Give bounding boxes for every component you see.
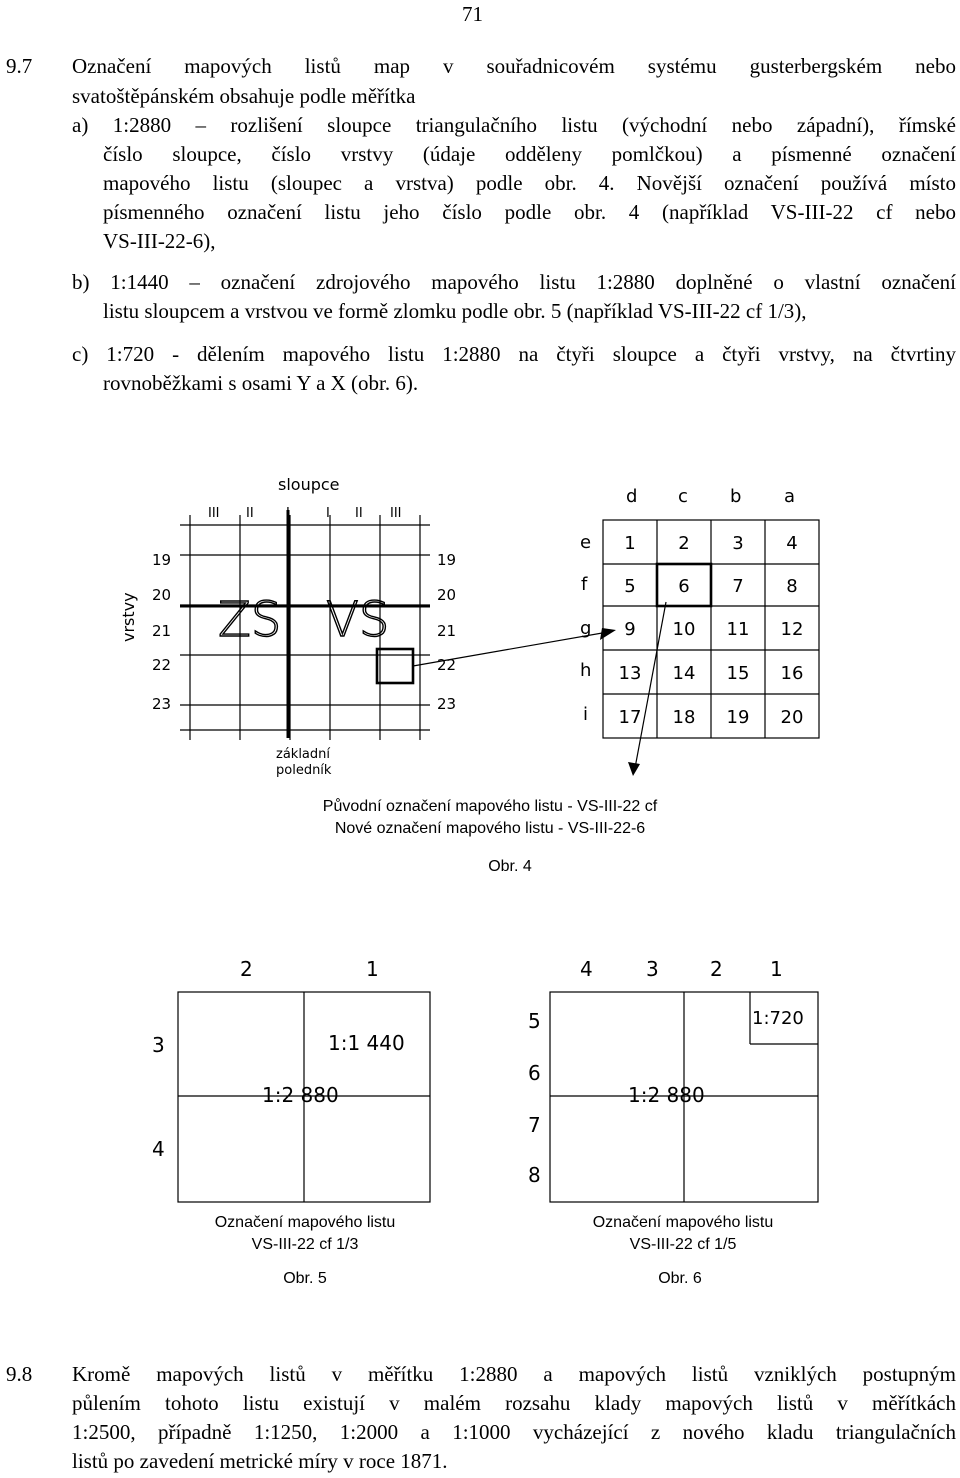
figure-5-caption [170, 1212, 440, 1256]
col-letter: b [730, 486, 742, 507]
sloupce-label: sloupce [278, 475, 340, 494]
row-letter: i [583, 704, 589, 725]
vrstvy-label: vrstvy [119, 592, 138, 642]
row-number: 8 [528, 1163, 541, 1187]
row-label-right: 21 [437, 622, 457, 640]
section-9-7-number: 9.7 [6, 54, 33, 78]
figure-6-label: Obr. 6 [658, 1270, 702, 1287]
grid-cell-number: 20 [780, 707, 804, 728]
col-letter: d [626, 486, 638, 507]
row-label-right: 19 [437, 551, 457, 569]
grid-cell-number: 11 [726, 619, 750, 640]
row-label-right: 23 [437, 695, 457, 713]
row-number: 7 [528, 1113, 541, 1137]
row-letter: e [580, 532, 592, 553]
section-9-8-number: 9.8 [6, 1362, 33, 1386]
row-letter: h [580, 660, 592, 681]
grid-cell-number: 1 [624, 533, 636, 554]
paragraph-line: listů po zavedení metrické míry v roce 1871. [72, 1449, 448, 1473]
grid-cell-number: 15 [726, 663, 750, 684]
grid-cell-number: 2 [678, 533, 690, 554]
figure-4-label: Obr. 4 [488, 858, 532, 875]
roman-numeral: I [326, 506, 330, 521]
grid-cell-number: 19 [726, 707, 750, 728]
row-label-left: 20 [152, 586, 172, 604]
row-label-left: 23 [152, 695, 172, 713]
paragraph-line: číslo sloupce, číslo vrstvy (údaje odděleny pomlčkou) a písmenné označení [103, 142, 956, 166]
grid-cell-number: 13 [618, 663, 642, 684]
paragraph-line: a) 1:2880 – rozlišení sloupce triangulačního listu (východní nebo západní), římské [72, 113, 956, 137]
caption-line: Označení mapového listu [214, 1214, 396, 1231]
paragraph-line: půlením tohoto listu existují v malém rozsahu klady mapových listů v měřítkách [72, 1391, 956, 1415]
grid-cell-number: 14 [672, 663, 696, 684]
grid-cell-number: 18 [672, 707, 696, 728]
page-number: 71 [462, 2, 483, 26]
grid-cell-number: 12 [780, 619, 804, 640]
row-number: 5 [528, 1009, 541, 1033]
col-letter: a [784, 486, 796, 507]
grid-cell-number: 17 [618, 707, 642, 728]
scale-small-label: 1:720 [752, 1008, 804, 1029]
item-c-line: rovnoběžkami s osami Y a X (obr. 6). [103, 371, 419, 395]
grid-cell-number: 16 [780, 663, 804, 684]
scale-small-label: 1:1 440 [328, 1031, 405, 1055]
grid-cell-number: 3 [732, 533, 744, 554]
col-letter: c [678, 486, 688, 507]
item-b-line: b) 1:1440 – označení zdrojového mapového listu 1:2880 doplněné o vlastní označení [72, 270, 956, 294]
row-label-left: 22 [152, 656, 172, 674]
vs-label: VS [326, 592, 390, 648]
caption-line: Nové označení mapového listu - VS-III-22-6 [334, 820, 646, 837]
caption-line: VS-III-22 cf 1/3 [251, 1236, 359, 1253]
grid-cell-number: 10 [672, 619, 696, 640]
grid-cell-number: 5 [624, 576, 636, 597]
figure-5-label: Obr. 5 [283, 1270, 327, 1287]
caption-line: Označení mapového listu [592, 1214, 774, 1231]
figure-6-caption [548, 1212, 818, 1256]
roman-numeral: I [286, 506, 290, 521]
item-c-line: c) 1:720 - dělením mapového listu 1:2880 na čtyři sloupce a čtyři vrstvy, na čtvrtiny [72, 342, 956, 366]
col-number: 2 [240, 957, 253, 981]
col-number: 4 [580, 957, 593, 981]
scale-big-label: 1:2 880 [262, 1083, 339, 1107]
paragraph-line: Označení mapových listů map v souřadnicovém systému gusterbergském nebo [72, 54, 956, 78]
figure-4-diagram [100, 470, 840, 780]
caption-line: VS-III-22 cf 1/5 [629, 1236, 737, 1253]
paragraph-line: VS-III-22-6), [103, 229, 216, 253]
row-number: 4 [152, 1137, 165, 1161]
figure-4-caption [240, 796, 740, 840]
row-label-left: 21 [152, 622, 172, 640]
paragraph-line: svatoštěpánském obsahuje podle měřítka [72, 84, 416, 108]
meridian-label: základní [276, 747, 330, 762]
row-number: 6 [528, 1061, 541, 1085]
roman-numeral: III [390, 506, 402, 521]
caption-line: Původní označení mapového listu - VS-III-22 cf [322, 798, 658, 815]
paragraph-line: 1:2500, případně 1:1250, 1:2000 a 1:1000 vycházející z nového kladu triangulačních [72, 1420, 956, 1444]
figure-5-diagram [140, 950, 460, 1220]
roman-numeral: III [208, 506, 220, 521]
col-number: 1 [770, 957, 783, 981]
row-label-right: 22 [437, 656, 457, 674]
scale-big-label: 1:2 880 [628, 1083, 705, 1107]
row-label-left: 19 [152, 551, 172, 569]
figure-6-diagram [520, 950, 820, 1220]
paragraph-line: Kromě mapových listů v měřítku 1:2880 a mapových listů vzniklých postupným [72, 1362, 956, 1386]
col-number: 2 [710, 957, 723, 981]
col-number: 1 [366, 957, 379, 981]
grid-cell-number: 8 [786, 576, 798, 597]
zs-label: ZS [218, 592, 282, 648]
row-letter: f [581, 574, 588, 595]
paragraph-line: mapového listu (sloupec a vrstva) podle obr. 4. Novější označení používá místo [103, 171, 956, 195]
roman-numeral: II [355, 506, 363, 521]
col-number: 3 [646, 957, 659, 981]
item-b-line: listu sloupcem a vrstvou ve formě zlomku podle obr. 5 (například VS-III-22 cf 1/3), [103, 299, 807, 323]
grid-cell-number: 4 [786, 533, 798, 554]
grid-cell-number: 6 [678, 576, 690, 597]
grid-cell-number: 7 [732, 576, 744, 597]
row-number: 3 [152, 1033, 165, 1057]
roman-numeral: II [246, 506, 254, 521]
paragraph-line: písmenného označení listu jeho číslo podle obr. 4 (například VS-III-22 cf nebo [103, 200, 956, 224]
row-letter: g [580, 618, 592, 639]
row-label-right: 20 [437, 586, 457, 604]
grid-cell-number: 9 [624, 619, 636, 640]
meridian-label: poledník [276, 763, 332, 778]
